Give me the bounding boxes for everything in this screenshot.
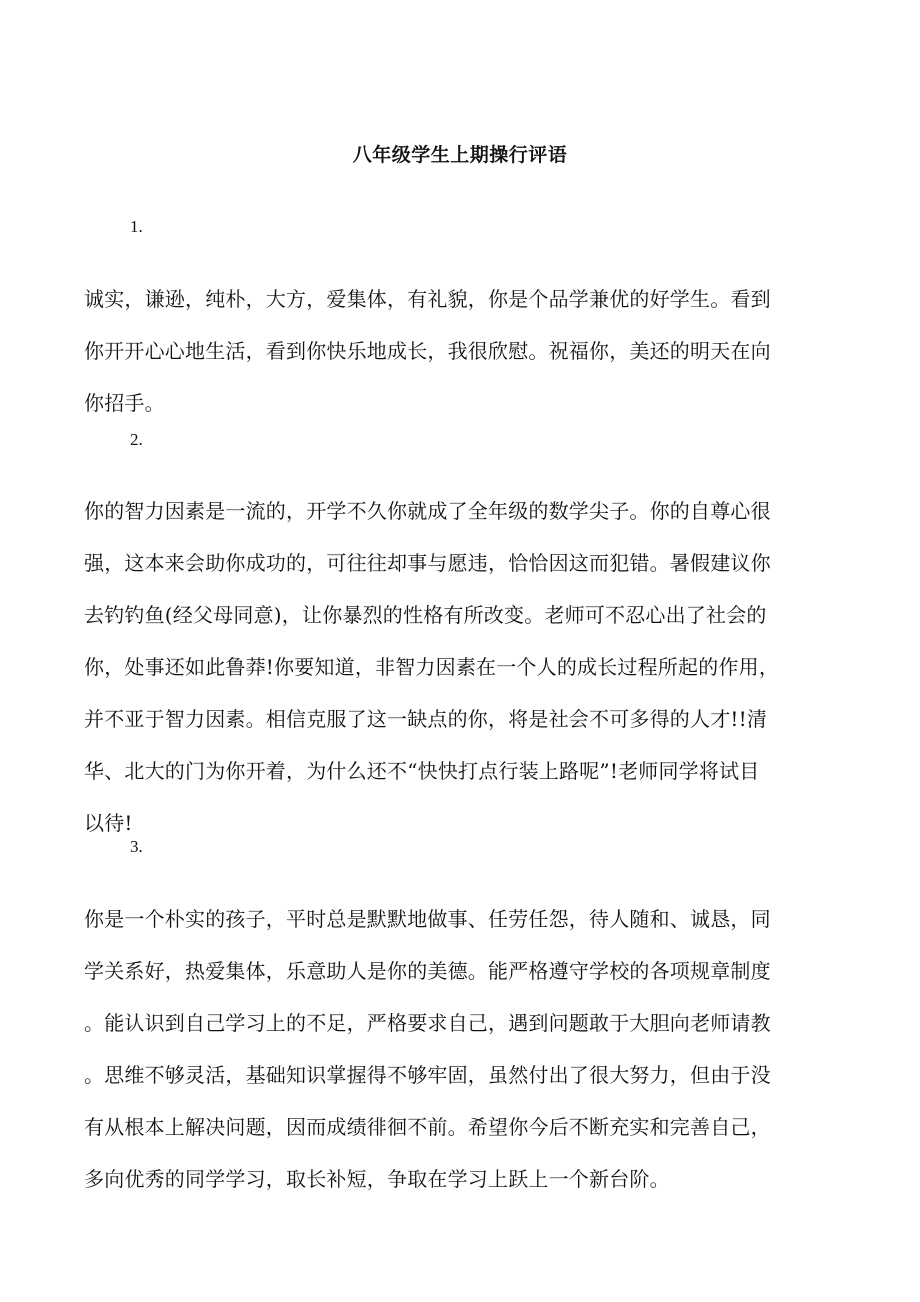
text-line: 你招手。 — [84, 391, 165, 415]
section-body — [84, 904, 836, 1216]
text-line: 你的智力因素是一流的，开学不久你就成了全年级的数学尖子。你的自尊心很 — [84, 499, 771, 523]
section-number: 1. — [130, 217, 143, 236]
text-line: 华、北大的门为你开着，为什么还不“快快打点行装上路呢”!老师同学将试目 — [84, 759, 760, 783]
text-line: 你，处事还如此鲁莽!你要知道，非智力因素在一个人的成长过程所起的作用， — [84, 655, 780, 679]
comment-section — [84, 212, 836, 440]
text-line: 有从根本上解决问题，因而成绩徘徊不前。希望你今后不断充实和完善自己， — [84, 1115, 771, 1139]
document-title: 八年级学生上期操行评语 — [352, 144, 568, 166]
text-line: 。能认识到自己学习上的不足，严格要求自己，遇到问题敢于大胆向老师请教 — [84, 1011, 771, 1035]
section-body — [84, 496, 836, 860]
text-line: 你开开心心地生活，看到你快乐地成长，我很欣慰。祝福你，美还的明天在向 — [84, 339, 771, 363]
section-body — [84, 284, 836, 440]
section-number: 3. — [130, 837, 143, 856]
text-line: 并不亚于智力因素。相信克服了这一缺点的你，将是社会不可多得的人才!!清 — [84, 707, 768, 731]
text-line: 强，这本来会助你成功的，可往往却事与愿违，恰恰因这而犯错。暑假建议你 — [84, 551, 771, 575]
text-line: 。思维不够灵活，基础知识掌握得不够牢固，虽然付出了很大努力，但由于没 — [84, 1063, 771, 1087]
text-line: 去钓钓鱼(经父母同意)，让你暴烈的性格有所改变。老师可不忍心出了社会的 — [84, 603, 767, 627]
text-line: 学关系好，热爱集体，乐意助人是你的美德。能严格遵守学校的各项规章制度 — [84, 959, 771, 983]
text-line: 你是一个朴实的孩子，平时总是默默地做事、任劳任怨，待人随和、诚恳，同 — [84, 907, 771, 931]
section-number: 2. — [130, 430, 143, 449]
comment-section — [84, 832, 836, 1216]
text-line: 多向优秀的同学学习，取长补短，争取在学习上跃上一个新台阶。 — [84, 1167, 670, 1191]
comment-section — [84, 425, 836, 860]
text-line: 诚实，谦逊，纯朴，大方，爱集体，有礼貌，你是个品学兼优的好学生。看到 — [84, 287, 771, 311]
text-line: 以待! — [84, 811, 133, 835]
